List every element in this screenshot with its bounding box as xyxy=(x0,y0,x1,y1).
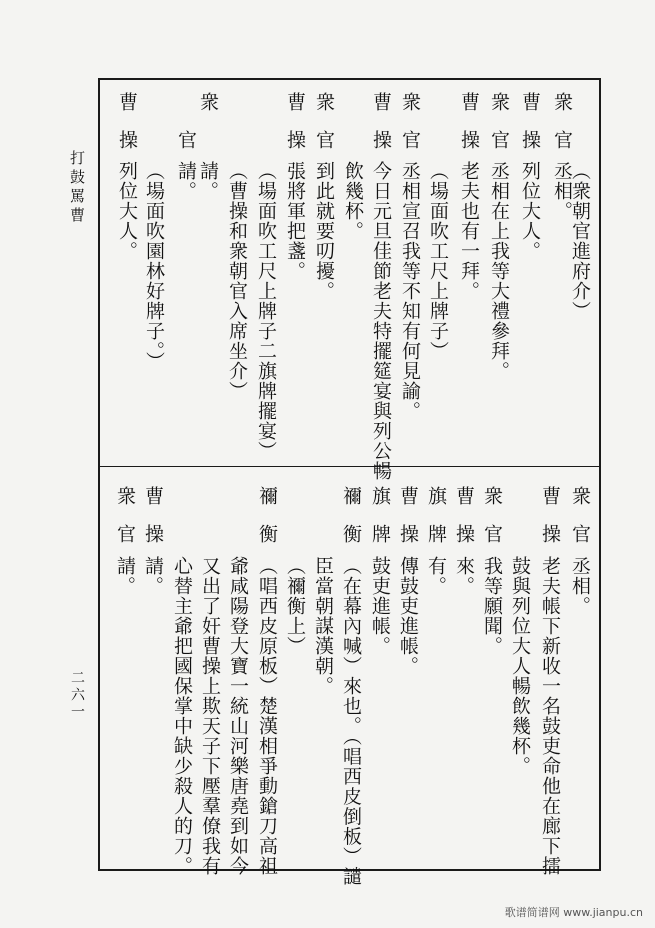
speaker-name: 衆 xyxy=(481,486,503,517)
dialogue-line: 請。 xyxy=(142,556,164,596)
stage-direction: （場面吹園林好牌子。） xyxy=(143,161,165,372)
dialogue-line: （在幕內喊）來也。（唱西皮倒板）譴 xyxy=(340,556,362,887)
dialogue-line: 心替主爺把國保掌中缺少殺人的刀。 xyxy=(171,556,193,876)
dialogue-line: （唱西皮原板）楚漢相爭動鎗刀高祖 xyxy=(256,556,278,876)
speaker-role: 官 xyxy=(175,130,197,161)
speaker-name: 衆 xyxy=(399,92,421,123)
speaker-name: 旗 xyxy=(369,486,391,517)
speaker-name: 禰 xyxy=(340,486,362,517)
dialogue-line: 請。 xyxy=(175,161,197,201)
speaker-name: 曹 xyxy=(142,486,164,517)
section-divider xyxy=(98,466,601,467)
speaker-role: 官 xyxy=(481,524,503,555)
speaker-name: 衆 xyxy=(488,92,510,123)
speaker-role: 官 xyxy=(399,130,421,161)
dialogue-line: （衆朝官進府介） xyxy=(569,161,591,321)
speaker-name: 衆 xyxy=(313,92,335,123)
speaker-role: 牌 xyxy=(369,524,391,555)
dialogue-line: 老夫帳下新收一名鼓吏命他在廊下擂 xyxy=(539,556,561,876)
dialogue-line: 有。 xyxy=(425,556,447,596)
speaker-name: 衆 xyxy=(551,92,573,123)
dialogue-line: 又出了奸曹操上欺天子下壓羣僚我有 xyxy=(199,556,221,876)
speaker-role: 操 xyxy=(539,524,561,555)
dialogue-line: 丞相。 xyxy=(569,556,591,616)
speaker-name: 曹 xyxy=(370,92,392,123)
speaker-role: 操 xyxy=(397,524,419,555)
speaker-name: 曹 xyxy=(453,486,475,517)
dialogue-line: 丞相宣召我等不知有何見諭。 xyxy=(399,161,421,421)
dialogue-line: 丞相。 xyxy=(551,161,573,221)
dialogue-line: 來。 xyxy=(453,556,475,596)
speaker-role: 操 xyxy=(453,524,475,555)
dialogue-line: 爺咸陽登大寶一統山河樂唐堯到如今 xyxy=(227,556,249,876)
speaker-role: 操 xyxy=(116,130,138,161)
speaker-role: 官 xyxy=(551,130,573,161)
dialogue-line: 飲幾杯。 xyxy=(342,161,364,241)
dialogue-line: 今日元旦佳節老夫特擺筵宴與列公暢 xyxy=(370,161,392,481)
stage-direction: （禰衡上） xyxy=(284,556,306,656)
speaker-role: 官 xyxy=(313,130,335,161)
dialogue-line: 老夫也有一拜。 xyxy=(458,161,480,301)
speaker-role: 官 xyxy=(488,130,510,161)
dialogue-line: 張將軍把盞。 xyxy=(284,161,306,281)
speaker-name: 曹 xyxy=(284,92,306,123)
dialogue-line: 請。 xyxy=(114,556,136,596)
speaker-name: 曹 xyxy=(458,92,480,123)
speaker-role: 官 xyxy=(114,524,136,555)
speaker-name: 衆 xyxy=(114,486,136,517)
speaker-name: 禰 xyxy=(256,486,278,517)
watermark: 歌谱简谱网 www.jianpu.cn xyxy=(504,906,643,919)
stage-direction: （場面吹工尺上牌子二旗牌擺宴） xyxy=(255,161,277,461)
dialogue-line: 我等願聞。 xyxy=(481,556,503,656)
speaker-name: 曹 xyxy=(539,486,561,517)
speaker-name: 衆 xyxy=(569,486,591,517)
dialogue-line: 臣當朝謀漢朝。 xyxy=(312,556,334,696)
dialogue-line: 傳鼓吏進帳。 xyxy=(397,556,419,676)
dialogue-line: 到此就要叨擾。 xyxy=(313,161,335,301)
speaker-role: 官 xyxy=(569,524,591,555)
dialogue-line: 丞相在上我等大禮參拜。 xyxy=(488,161,510,381)
running-title: 打鼓罵曹 xyxy=(68,150,86,226)
dialogue-line: 鼓吏進帳。 xyxy=(369,556,391,656)
dialogue-line: 列位大人。 xyxy=(116,161,138,261)
speaker-role: 操 xyxy=(370,130,392,161)
speaker-role: 牌 xyxy=(425,524,447,555)
speaker-role: 操 xyxy=(284,130,306,161)
speaker-name: 曹 xyxy=(116,92,138,123)
stage-direction: （曹操和衆朝官入席坐介） xyxy=(226,161,248,401)
dialogue-line: 請。 xyxy=(197,161,219,201)
speaker-role: 衡 xyxy=(256,524,278,555)
page-number: 二六一 xyxy=(69,670,85,721)
speaker-name: 曹 xyxy=(397,486,419,517)
dialogue-line: 列位大人。 xyxy=(519,161,541,261)
speaker-role: 操 xyxy=(458,130,480,161)
speaker-role: 操 xyxy=(519,130,541,161)
speaker-name: 衆 xyxy=(197,92,219,123)
speaker-role: 衡 xyxy=(340,524,362,555)
stage-direction: （場面吹工尺上牌子） xyxy=(427,161,449,361)
dialogue-line: 鼓與列位大人暢飲幾杯。 xyxy=(509,556,531,776)
speaker-name: 旗 xyxy=(425,486,447,517)
speaker-name: 曹 xyxy=(519,92,541,123)
speaker-role: 操 xyxy=(142,524,164,555)
